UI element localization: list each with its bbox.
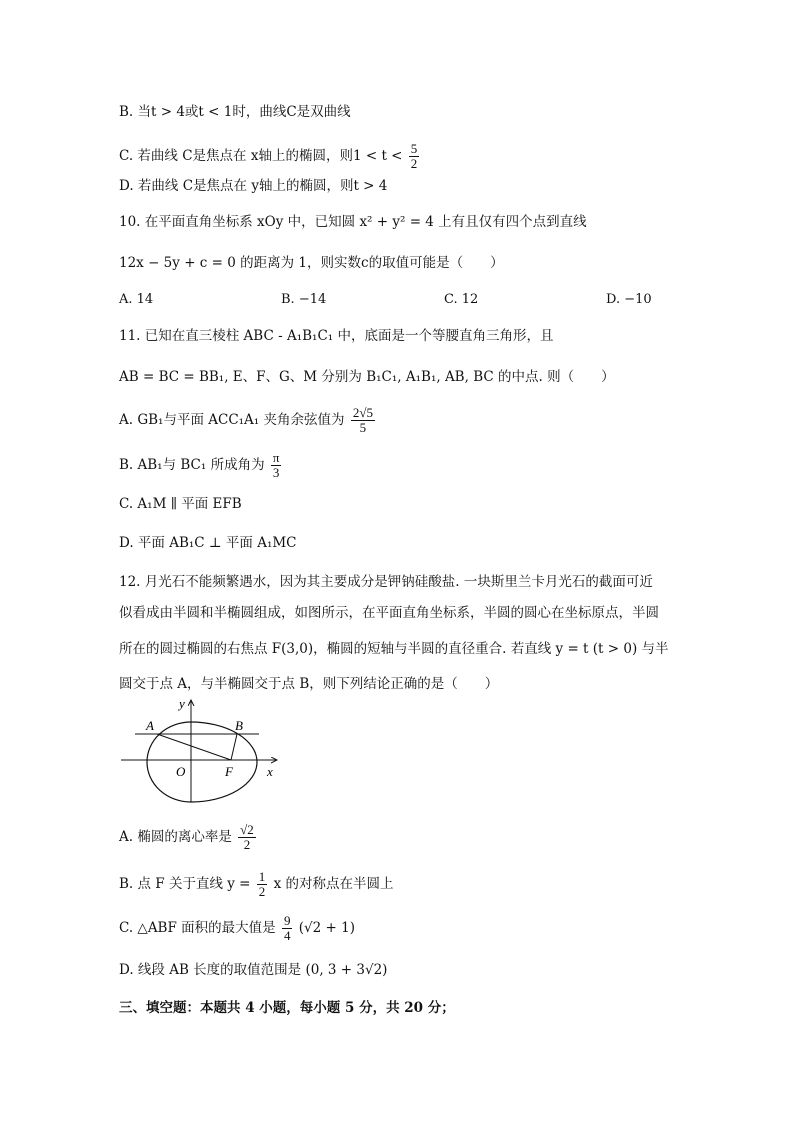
q12-option-a [119, 823, 258, 852]
q12-option-c-tail: (√2 + 1) [298, 920, 355, 936]
q10-option-d: D. −10 [606, 292, 652, 307]
section-three-heading: 三、填空题：本题共 4 小题，每小题 5 分，共 20 分； [119, 1000, 455, 1016]
q10-option-a: A. 14 [119, 292, 154, 307]
q12-option-b-fraction [257, 870, 268, 899]
fraction-numerator: √2 [240, 822, 254, 837]
label-b: B [235, 718, 243, 733]
q12-stem-line4: 圆交于点 A，与半椭圆交于点 B，则下列结论正确的是（ ） [119, 676, 499, 692]
q11-option-a-fraction [351, 406, 375, 435]
fraction-denominator: 2 [243, 837, 251, 852]
fraction-numerator: π [272, 450, 280, 465]
q12-stem-line1: 12. 月光石不能频繁遇水，因为其主要成分是钾钠硅酸盐. 一块斯里兰卡月光石的截面可近 [119, 574, 653, 590]
q9-option-b: B. 当t > 4或t < 1时，曲线C是双曲线 [119, 104, 351, 120]
q9-option-c [119, 142, 421, 171]
segment-bf [231, 734, 237, 760]
fraction-numerator: 1 [258, 869, 266, 884]
q12-stem-line3: 所在的圆过椭圆的右焦点 F(3,0)，椭圆的短轴与半圆的直径重合. 若直线 y = t (t > 0) 与半 [119, 641, 669, 657]
q12-stem-line2: 似看成由半圆和半椭圆组成，如图所示，在平面直角坐标系，半圆的圆心在坐标原点，半圆 [119, 605, 659, 621]
q12-option-c [119, 914, 355, 943]
fraction-denominator: 3 [272, 465, 280, 480]
q9-option-c-fraction [409, 142, 420, 171]
label-o: O [176, 764, 186, 779]
q11-stem-line2: AB = BC = BB₁, E、F、G、M 分别为 B₁C₁, A₁B₁, AB, BC 的中点. 则（ ） [119, 369, 615, 385]
q12-option-c-text: C. △ABF 面积的最大值是 [119, 920, 276, 936]
fraction-denominator: 2 [410, 156, 418, 171]
q11-option-c: C. A₁M ∥ 平面 EFB [119, 496, 242, 512]
q10-stem-line2: 12x − 5y + c = 0 的距离为 1，则实数c的取值可能是（ ） [119, 255, 504, 271]
q12-option-b-text: B. 点 F 关于直线 y = [119, 876, 251, 892]
label-y: y [179, 696, 185, 711]
q9-option-c-text: C. 若曲线 C是焦点在 x轴上的椭圆，则1 < t < [119, 148, 403, 164]
q12-option-a-fraction [238, 823, 256, 852]
fraction-denominator: 2 [258, 884, 266, 899]
q11-option-d: D. 平面 AB₁C ⊥ 平面 A₁MC [119, 535, 297, 551]
q11-option-a [119, 406, 377, 435]
q12-option-a-text: A. 椭圆的离心率是 [119, 829, 232, 845]
q10-option-c: C. 12 [444, 292, 479, 307]
q9-option-d: D. 若曲线 C是焦点在 y轴上的椭圆，则t > 4 [119, 178, 388, 194]
q12-option-b [119, 870, 393, 899]
q10-stem-line1: 10. 在平面直角坐标系 xOy 中，已知圆 x² + y² = 4 上有且仅有四个点到直线 [119, 214, 587, 230]
fraction-denominator: 5 [359, 420, 367, 435]
q11-option-b-text: B. AB₁与 BC₁ 所成角为 [119, 457, 265, 473]
fraction-numerator: 2√5 [352, 405, 373, 420]
label-x: x [267, 764, 273, 779]
q11-option-a-text: A. GB₁与平面 ACC₁A₁ 夹角余弦值为 [119, 412, 345, 428]
q12-option-c-fraction [282, 914, 293, 943]
label-f: F [225, 764, 233, 779]
q10-option-b: B. −14 [281, 292, 327, 307]
q11-stem-line1: 11. 已知在直三棱柱 ABC - A₁B₁C₁ 中，底面是一个等腰直角三角形，且 [119, 328, 554, 344]
ellipse-semicircle-figure [117, 694, 287, 806]
fraction-numerator: 5 [410, 141, 418, 156]
fraction-numerator: 9 [283, 913, 291, 928]
q12-option-b-tail: x 的对称点在半圆上 [273, 876, 394, 892]
segment-af [157, 734, 231, 760]
q12-option-d: D. 线段 AB 长度的取值范围是 (0, 3 + 3√2) [119, 962, 388, 978]
q11-option-b [119, 451, 283, 480]
fraction-denominator: 4 [283, 928, 291, 943]
q11-option-b-fraction [271, 451, 282, 480]
label-a: A [146, 718, 154, 733]
